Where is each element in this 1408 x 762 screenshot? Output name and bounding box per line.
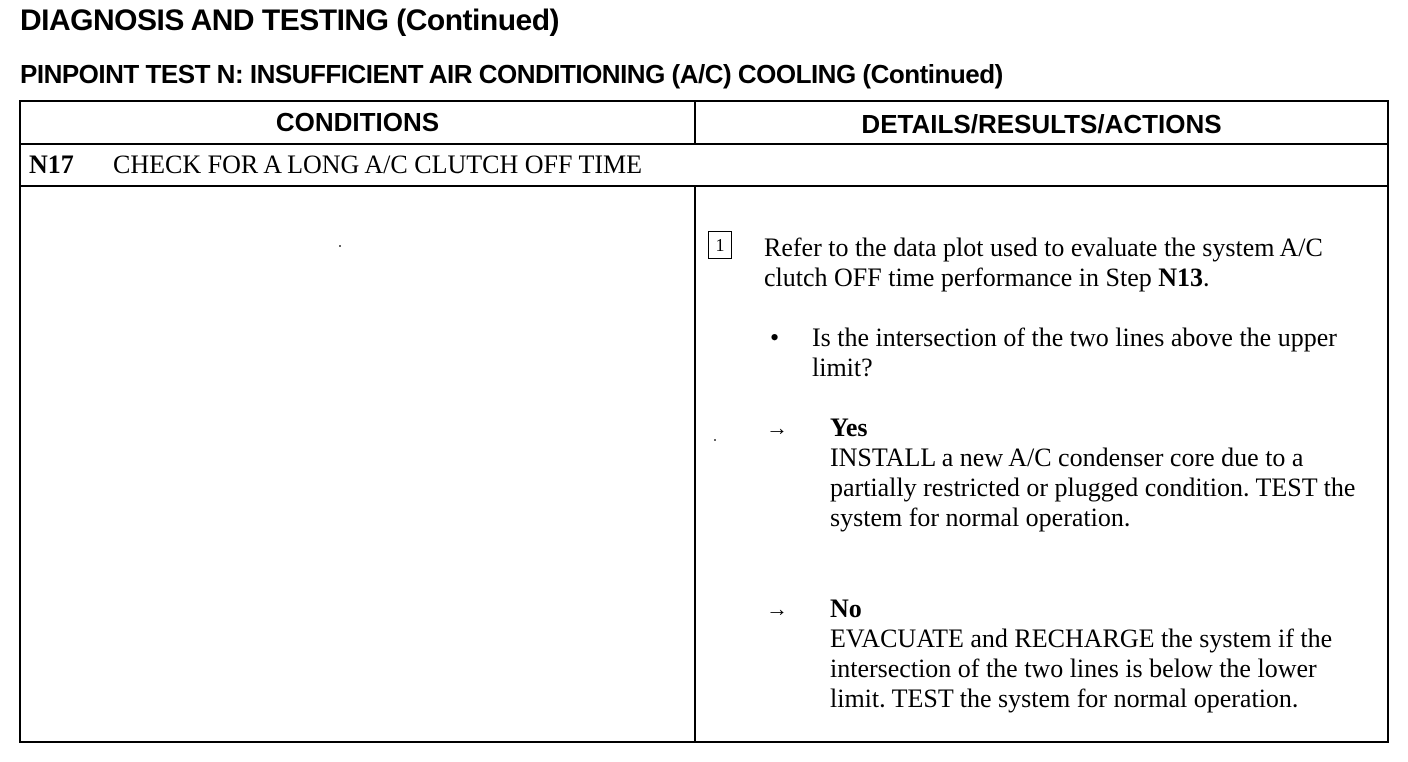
step-reference: N13: [1158, 263, 1204, 292]
step-number: N17: [29, 150, 74, 179]
instruction-text: Refer to the data plot used to evaluate the system A/C clutch OFF time performance in Step N13.: [764, 233, 1323, 292]
pinpoint-test-title: PINPOINT TEST N: INSUFFICIENT AIR CONDITIONING (A/C) COOLING (Continued): [20, 59, 1003, 89]
step-title: CHECK FOR A LONG A/C CLUTCH OFF TIME: [113, 150, 642, 179]
table-header-row: [21, 102, 1387, 145]
details-column-header: DETAILS/RESULTS/ACTIONS: [861, 109, 1222, 139]
step-row: [21, 145, 1387, 187]
no-action-text: EVACUATE and RECHARGE the system if the intersection of the two lines is below the lower limit. TEST the system for normal operation.: [830, 624, 1333, 713]
conditions-cell: [21, 187, 696, 741]
scan-speck: [714, 439, 716, 441]
arrow-right-icon: →: [766, 596, 788, 621]
bullet-icon: •: [770, 323, 780, 352]
yes-action-text: INSTALL a new A/C condenser core due to a partially restricted or plugged condition. TEST the system for normal operation.: [830, 443, 1356, 532]
question-text: Is the intersection of the two lines above the upper limit?: [812, 323, 1337, 382]
conditions-column-header: CONDITIONS: [21, 102, 696, 143]
details-cell: [696, 187, 1387, 741]
no-label: No: [830, 594, 862, 623]
scan-speck: [339, 245, 341, 247]
arrow-right-icon: →: [766, 415, 788, 440]
pinpoint-test-table: [19, 100, 1389, 743]
substep-number-box: 1: [708, 231, 732, 259]
yes-label: Yes: [830, 413, 868, 442]
page-title: DIAGNOSIS AND TESTING (Continued): [20, 4, 560, 37]
